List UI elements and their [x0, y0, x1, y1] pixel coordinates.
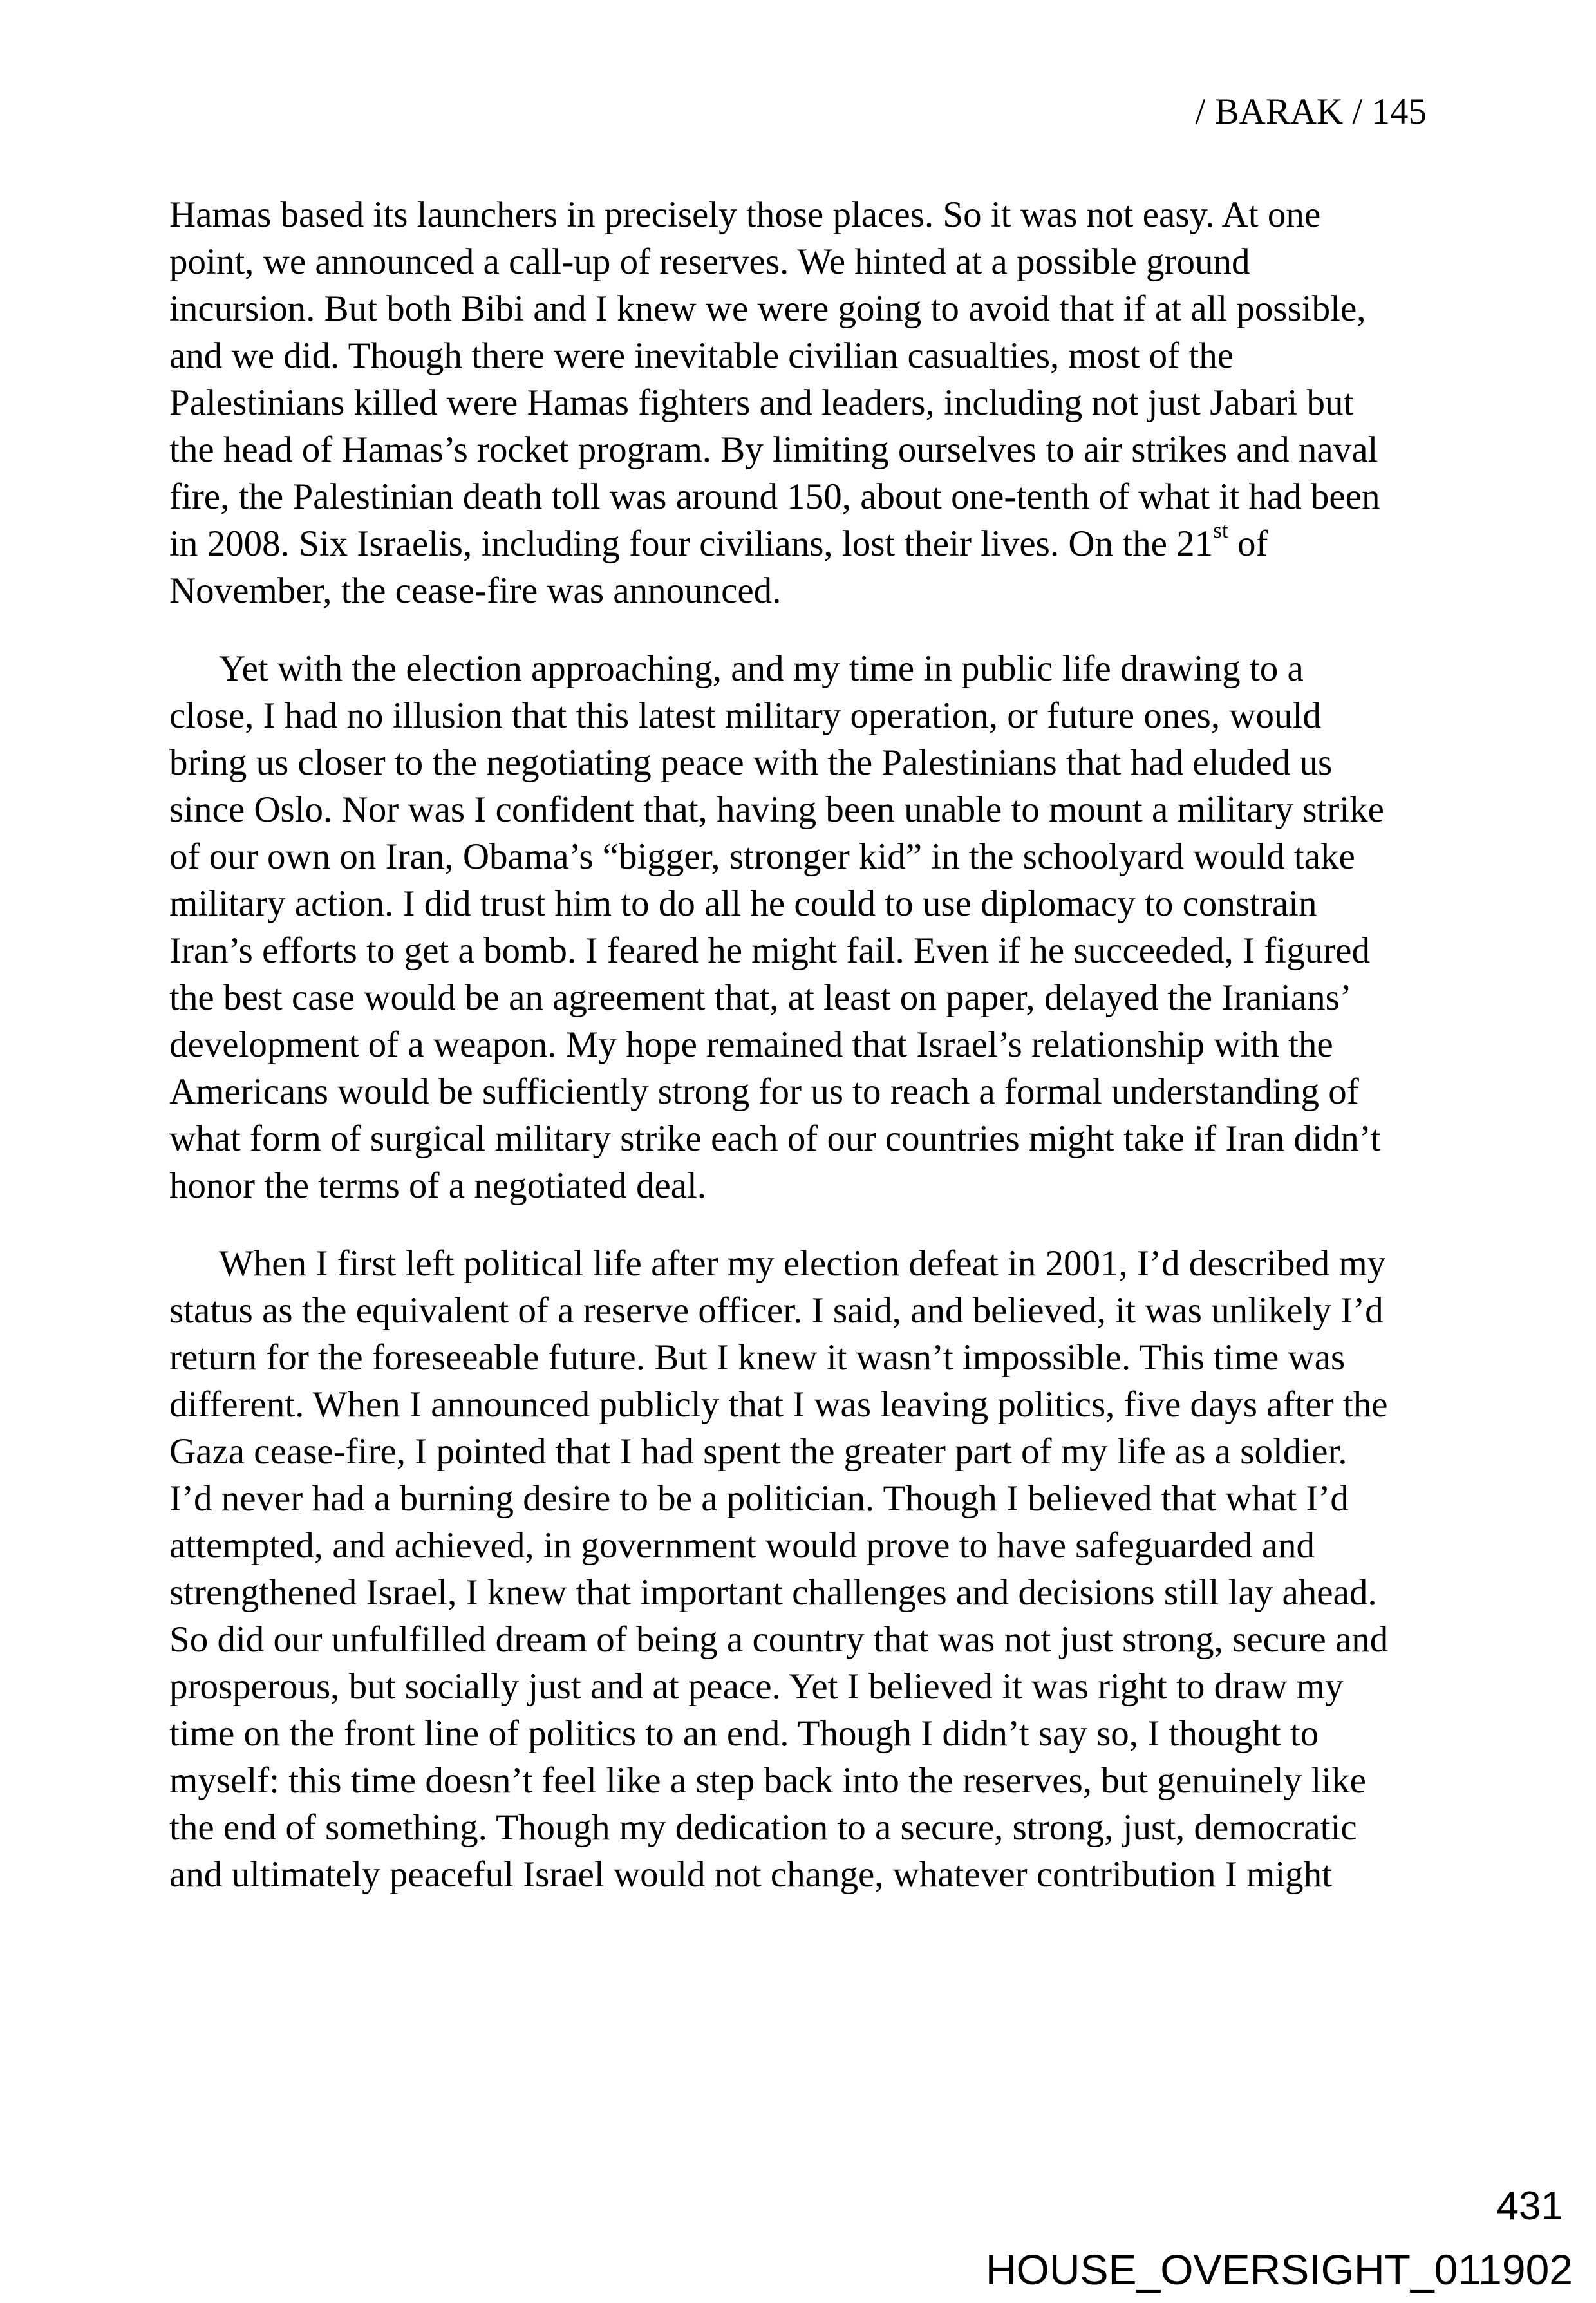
text-line: since Oslo. Nor was I confident that, having been unable to mount a military strike [169, 789, 1384, 830]
text-line: Yet with the election approaching, and my time in public life drawing to a [219, 648, 1304, 689]
text-line: Gaza cease-fire, I pointed that I had spent the greater part of my life as a soldier. [169, 1431, 1347, 1472]
text-line: Americans would be sufficiently strong for us to reach a formal understanding of [169, 1071, 1359, 1112]
text-line: honor the terms of a negotiated deal. [169, 1165, 707, 1206]
text-line: military action. I did trust him to do all he could to use diplomacy to constrain [169, 883, 1317, 924]
text-line: development of a weapon. My hope remained that Israel’s relationship with the [169, 1024, 1333, 1065]
text-line: strengthened Israel, I knew that important challenges and decisions still lay ahead. [169, 1572, 1377, 1613]
text-line: the best case would be an agreement that, at least on paper, delayed the Iranians’ [169, 977, 1352, 1018]
running-header: / BARAK / 145 [1195, 91, 1427, 132]
paragraph [169, 645, 1399, 1209]
text-line: the end of something. Though my dedication to a secure, strong, just, democratic [169, 1807, 1357, 1848]
text-line: attempted, and achieved, in government would prove to have safeguarded and [169, 1525, 1315, 1566]
text-line: So did our unfulfilled dream of being a country that was not just strong, secure and [169, 1619, 1389, 1660]
text-line: different. When I announced publicly that I was leaving politics, five days after the [169, 1384, 1388, 1425]
text-line: of our own on Iran, Obama’s “bigger, stronger kid” in the schoolyard would take [169, 836, 1355, 877]
text-line: incursion. But both Bibi and I knew we were going to avoid that if at all possible, [169, 288, 1366, 329]
text-line: status as the equivalent of a reserve officer. I said, and believed, it was unlikely I’d [169, 1290, 1384, 1331]
text-line: bring us closer to the negotiating peace with the Palestinians that had eluded us [169, 742, 1333, 783]
text-line: close, I had no illusion that this latest military operation, or future ones, would [169, 695, 1321, 736]
bates-stamp: HOUSE_OVERSIGHT_011902 [985, 2246, 1573, 2293]
text-line: prosperous, but socially just and at peace. Yet I believed it was right to draw my [169, 1666, 1344, 1707]
text-line: point, we announced a call-up of reserves. We hinted at a possible ground [169, 241, 1250, 282]
text-line: When I first left political life after my election defeat in 2001, I’d described my [219, 1243, 1386, 1284]
ordinal-superscript: st [1213, 518, 1228, 543]
text-line: what form of surgical military strike each of our countries might take if Iran didn’t [169, 1118, 1381, 1159]
text-line: Hamas based its launchers in precisely those places. So it was not easy. At one [169, 194, 1321, 235]
text-line: myself: this time doesn’t feel like a step back into the reserves, but genuinely like [169, 1760, 1366, 1801]
paragraph [169, 191, 1399, 614]
text-line: time on the front line of politics to an end. Though I didn’t say so, I thought to [169, 1713, 1319, 1754]
text-line: Iran’s efforts to get a bomb. I feared he might fail. Even if he succeeded, I figured [169, 930, 1370, 971]
text-line: fire, the Palestinian death toll was around 150, about one-tenth of what it had been [169, 476, 1380, 517]
page-number: 431 [1496, 2184, 1563, 2228]
document-body [169, 191, 1399, 1898]
paragraph [169, 1240, 1399, 1898]
text-line: I’d never had a burning desire to be a politician. Though I believed that what I’d [169, 1478, 1349, 1519]
text-line: in 2008. Six Israelis, including four civilians, lost their lives. On the 21st of [169, 518, 1268, 564]
text-line: Palestinians killed were Hamas fighters and leaders, including not just Jabari but [169, 382, 1354, 423]
text-line: November, the cease-fire was announced. [169, 570, 782, 611]
text-line: the head of Hamas’s rocket program. By limiting ourselves to air strikes and naval [169, 429, 1378, 470]
text-line: and ultimately peaceful Israel would not change, whatever contribution I might [169, 1854, 1332, 1895]
text-line: and we did. Though there were inevitable civilian casualties, most of the [169, 335, 1234, 376]
text-line: return for the foreseeable future. But I knew it wasn’t impossible. This time was [169, 1337, 1346, 1378]
